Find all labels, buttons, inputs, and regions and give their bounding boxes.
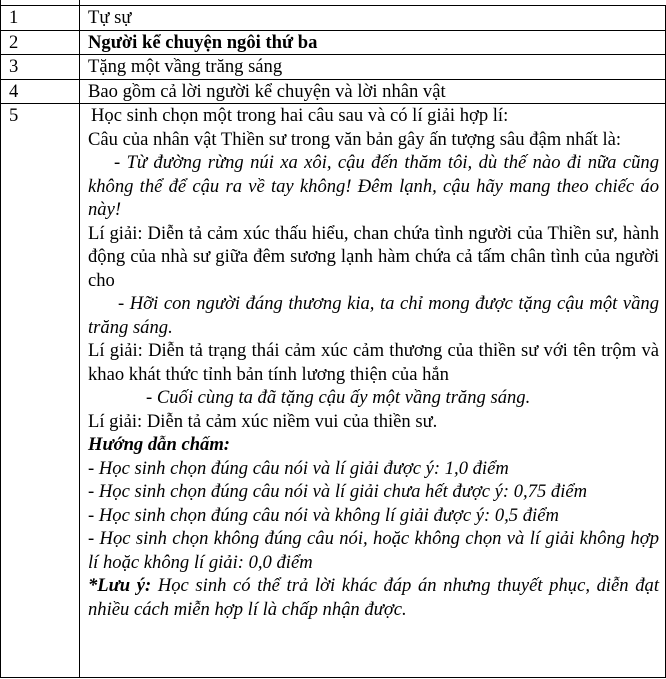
table-row: [1, 6, 666, 31]
table-row: [1, 104, 666, 678]
answer-table: [0, 5, 666, 678]
grading-item: - Học sinh chọn đúng câu nói và không lí giải được ý: 0,5 điểm: [88, 504, 559, 526]
note-label: *Lưu ý:: [88, 575, 152, 596]
explanation-3: Lí giải: Diễn tả cảm xúc niềm vui của thiền sư.: [88, 410, 438, 432]
intro-text: Học sinh chọn một trong hai câu sau và có lí giải hợp lí:: [91, 105, 509, 126]
grading-title: Hướng dẫn chấm:: [88, 434, 230, 455]
row-answer: Người kể chuyện ngôi thứ ba: [80, 30, 666, 55]
row-number: 1: [1, 6, 80, 31]
note-paragraph: [88, 574, 659, 621]
row-answer: Tự sự: [80, 6, 666, 31]
grading-item: - Học sinh chọn đúng câu nói và lí giải chưa hết được ý: 0,75 điểm: [88, 481, 588, 502]
quote-1: - Từ đường rừng núi xa xôi, cậu đến thăm tôi, dù thế nào đi nữa cũng không thể để cậu ra về tay không! Đêm lạnh, cậu hãy mang theo chiếc áo này!: [88, 152, 659, 220]
explanation-2: Lí giải: Diễn tả trạng thái cảm xúc cảm thương của thiền sư với tên trộm và khao khát thức tỉnh bản tính lương thiện của hắn: [88, 340, 659, 385]
quote-3: - Cuối cùng ta đã tặng cậu ấy một vầng trăng sáng.: [146, 387, 531, 408]
table-row: [1, 30, 666, 55]
quote-2: - Hỡi con người đáng thương kia, ta chỉ mong được tặng cậu một vầng trăng sáng.: [88, 293, 659, 338]
row-number: 3: [1, 55, 80, 80]
row-number: 5: [1, 104, 80, 678]
lead-text: Câu của nhân vật Thiền sư trong văn bản gây ấn tượng sâu đậm nhất là:: [88, 128, 622, 150]
row-answer: Bao gồm cả lời người kể chuyện và lời nhân vật: [80, 79, 666, 104]
row-answer-5: [80, 104, 666, 678]
grading-item: - Học sinh chọn đúng câu nói và lí giải được ý: 1,0 điểm: [88, 457, 509, 479]
table-row: [1, 55, 666, 80]
table-row: [1, 79, 666, 104]
row-answer: Tặng một vầng trăng sáng: [80, 55, 666, 80]
grading-item: - Học sinh chọn không đúng câu nói, hoặc không chọn và lí giải không hợp lí hoặc không lí giải: 0,0 điểm: [88, 528, 659, 573]
row-number: 4: [1, 79, 80, 104]
note-text: Học sinh có thể trả lời khác đáp án nhưng thuyết phục, diễn đạt nhiều cách miễn hợp lí là chấp nhận được.: [88, 575, 659, 620]
row-number: 2: [1, 30, 80, 55]
explanation-1: Lí giải: Diễn tả cảm xúc thấu hiểu, chan chứa tình người của Thiền sư, hành động của nhà sư giữa đêm sương lạnh hàm chứa cả tấm chân tình của người cho: [88, 222, 659, 291]
